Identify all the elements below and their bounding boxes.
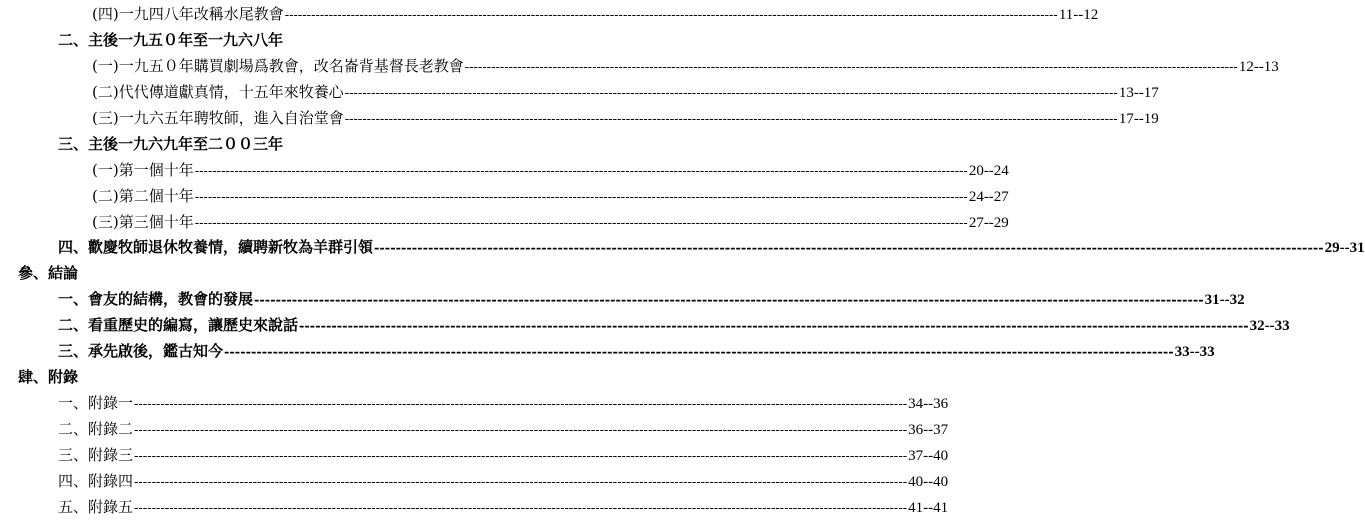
toc-chapter-heading: 肆、附錄 [18,368,79,386]
toc-entry-label: 四、歡慶牧師退休牧養情，續聘新牧為羊群引領 [58,238,374,256]
toc-entry-label: 四、附錄四 [58,472,134,490]
toc-entry-pages: 24--27 [968,189,1009,205]
dot-leader: -------------------------------------------------------------------------------------------------------------------------------------------------------------------------------- [344,112,1118,127]
toc-entry-pages: 31--32 [1204,292,1245,308]
dot-leader: -------------------------------------------------------------------------------------------------------------------------------------------------------------------------------- [134,475,908,490]
toc-entry [58,444,949,466]
toc-entry [92,3,1099,25]
toc-section-heading: 二、主後一九五０年至一九六八年 [58,31,284,49]
toc-entry [58,470,949,492]
toc-entry [92,185,1009,207]
dot-leader: -------------------------------------------------------------------------------------------------------------------------------------------------------------------------------- [254,293,1204,308]
toc-entry-label: 一、會友的結構，教會的發展 [58,290,254,308]
toc-entry-label: (三)一九六五年聘牧師，進入自治堂會 [92,109,344,127]
toc-entry-pages: 37--40 [908,448,949,464]
toc-entry-label: (四)一九四八年改稱水尾教會 [92,5,284,23]
toc-entry-pages: 11--12 [1058,7,1099,23]
toc-entry [58,418,949,440]
toc-chapter-heading: 參、結論 [18,264,79,282]
dot-leader: -------------------------------------------------------------------------------------------------------------------------------------------------------------------------------- [464,60,1238,75]
toc-entry-pages: 12--13 [1238,59,1279,75]
toc-entry-label: (二)代代傳道獻真情，十五年來牧養心 [92,83,344,101]
toc-entry [92,55,1279,77]
dot-leader: -------------------------------------------------------------------------------------------------------------------------------------------------------------------------------- [344,86,1118,101]
toc-entry-pages: 32--33 [1249,318,1290,334]
dot-leader: -------------------------------------------------------------------------------------------------------------------------------------------------------------------------------- [284,8,1058,23]
dot-leader: -------------------------------------------------------------------------------------------------------------------------------------------------------------------------------- [374,241,1324,256]
toc-entry [58,340,1215,362]
dot-leader: -------------------------------------------------------------------------------------------------------------------------------------------------------------------------------- [194,190,968,205]
dot-leader: -------------------------------------------------------------------------------------------------------------------------------------------------------------------------------- [134,397,908,412]
toc-entry-pages: 36--37 [908,422,949,438]
dot-leader: -------------------------------------------------------------------------------------------------------------------------------------------------------------------------------- [224,345,1174,360]
toc-entry [58,236,1365,258]
toc-entry [58,288,1245,310]
toc-entry-pages: 17--19 [1118,111,1159,127]
toc-entry-label: 三、附錄三 [58,446,134,464]
toc-entry-pages: 27--29 [968,215,1009,231]
toc-entry-pages: 13--17 [1118,85,1159,101]
toc-entry-label: 二、附錄二 [58,420,134,438]
toc-entry [92,81,1159,103]
dot-leader: -------------------------------------------------------------------------------------------------------------------------------------------------------------------------------- [194,164,968,179]
toc-entry-pages: 29--31 [1324,240,1365,256]
toc-entry-label: 三、承先啟後，鑑古知今 [58,342,224,360]
toc-entry-pages: 34--36 [908,396,949,412]
toc-entry-label: (一)一九五０年購買劇場爲教會，改名崙背基督長老教會 [92,57,464,75]
toc-entry-pages: 40--40 [908,474,949,490]
dot-leader: -------------------------------------------------------------------------------------------------------------------------------------------------------------------------------- [134,423,908,438]
toc-entry [92,211,1009,233]
toc-entry-label: 一、附錄一 [58,394,134,412]
dot-leader: -------------------------------------------------------------------------------------------------------------------------------------------------------------------------------- [134,501,908,516]
dot-leader: -------------------------------------------------------------------------------------------------------------------------------------------------------------------------------- [299,319,1249,334]
toc-entry [92,107,1159,129]
toc-entry-label: (二)第二個十年 [92,187,194,205]
toc-entry [58,392,949,414]
toc-section-heading: 三、主後一九六九年至二００三年 [58,135,284,153]
toc-entry-pages: 33--33 [1174,344,1215,360]
dot-leader: -------------------------------------------------------------------------------------------------------------------------------------------------------------------------------- [134,449,908,464]
toc-entry-label: (三)第三個十年 [92,213,194,231]
toc-entry [92,159,1009,181]
toc-entry-label: 五、附錄五 [58,498,134,516]
toc-entry-label: 二、看重歷史的編寫，讓歷史來說話 [58,316,299,334]
toc-entry-pages: 41--41 [908,500,949,516]
toc-entry [58,496,949,518]
toc-entry-pages: 20--24 [968,163,1009,179]
toc-entry [58,314,1290,336]
toc-entry-label: (一)第一個十年 [92,161,194,179]
dot-leader: -------------------------------------------------------------------------------------------------------------------------------------------------------------------------------- [194,216,968,231]
